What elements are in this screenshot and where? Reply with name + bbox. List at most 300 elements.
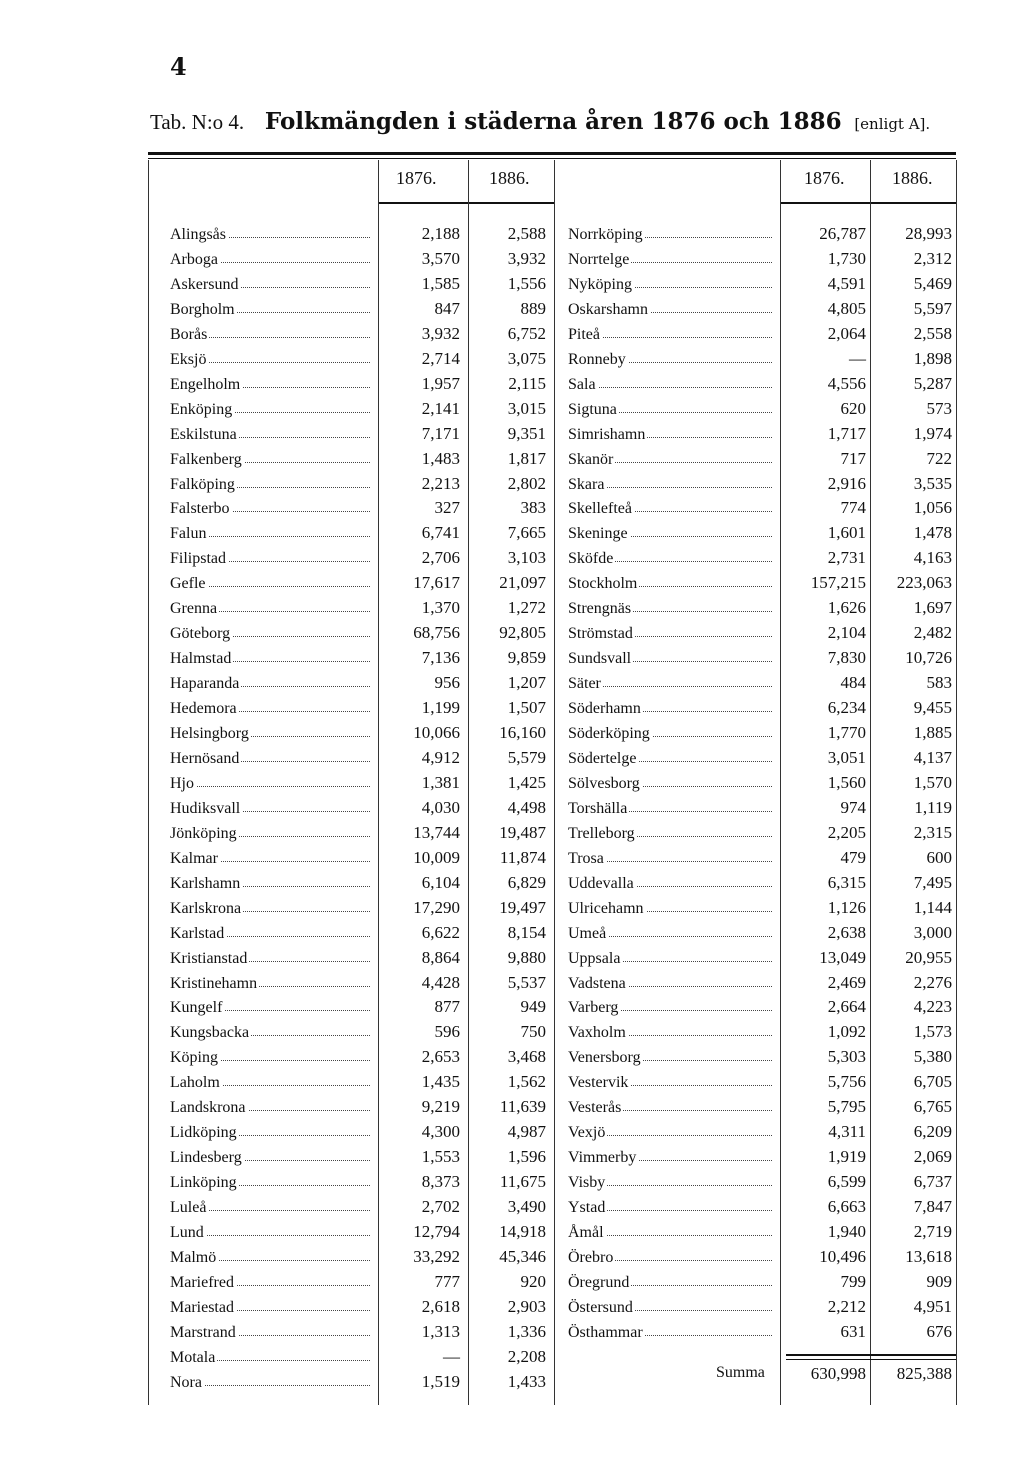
value-1876: 6,599 xyxy=(827,1172,866,1192)
town-name xyxy=(568,873,778,893)
value-1886: 2,115 xyxy=(508,373,546,393)
town-label: Simrishamn xyxy=(568,425,646,443)
value-1876: 4,805 xyxy=(827,298,866,318)
town-label: Säter xyxy=(568,675,601,693)
town-name xyxy=(170,1122,376,1142)
town-name xyxy=(170,523,376,543)
value-1876: 1,519 xyxy=(421,1371,460,1391)
value-1886: 949 xyxy=(520,997,546,1017)
value-1886: 2,719 xyxy=(913,1222,952,1241)
town-label: Kungsbacka xyxy=(170,1024,250,1042)
town-label: Torshälla xyxy=(568,799,628,817)
value-1876: 4,311 xyxy=(828,1122,866,1142)
table-row xyxy=(568,349,952,373)
value-1876: 4,428 xyxy=(421,972,460,992)
table-row xyxy=(170,299,546,323)
town-name xyxy=(170,748,376,768)
town-label: Vimmerby xyxy=(568,1149,637,1167)
value-1886: 7,847 xyxy=(913,1197,952,1217)
table-row xyxy=(568,1022,952,1046)
value-1886: 6,209 xyxy=(913,1122,952,1142)
table-row xyxy=(568,224,952,248)
summa-label: Summa xyxy=(716,1364,765,1381)
left-header-1876: 1876. xyxy=(396,168,437,188)
town-name xyxy=(568,498,778,518)
town-name xyxy=(568,224,778,244)
town-label: Filipstad xyxy=(170,550,227,568)
table-row xyxy=(568,1197,952,1221)
town-name xyxy=(170,1097,376,1117)
table-row xyxy=(568,573,952,597)
table-number: Tab. N:o 4. xyxy=(150,110,245,134)
value-1876: 877 xyxy=(434,997,460,1017)
table-row xyxy=(170,948,546,972)
town-name xyxy=(170,1297,376,1317)
value-1886: 5,579 xyxy=(507,747,546,767)
value-1876: 2,469 xyxy=(827,972,866,992)
town-label: Strömstad xyxy=(568,625,633,643)
value-1886: 3,932 xyxy=(507,248,546,268)
value-1886: 10,726 xyxy=(905,648,952,668)
value-1876: 1,770 xyxy=(827,723,866,742)
town-label: Hjo xyxy=(170,774,194,792)
value-1876: 5,795 xyxy=(827,1097,866,1117)
middle-sep xyxy=(554,160,555,1405)
value-1876: 1,957 xyxy=(421,373,460,393)
town-label: Luleå xyxy=(170,1199,207,1217)
table-row xyxy=(170,1272,546,1296)
town-label: Göteborg xyxy=(170,625,231,643)
town-name xyxy=(170,1222,376,1242)
town-label: Helsingborg xyxy=(170,725,249,742)
value-1886: 1,697 xyxy=(913,598,952,618)
value-1876: 2,731 xyxy=(827,548,866,568)
table-row xyxy=(170,973,546,997)
table-row xyxy=(568,548,952,572)
table-row xyxy=(170,1347,546,1371)
value-1886: 4,951 xyxy=(913,1296,952,1316)
town-label: Oskarshamn xyxy=(568,300,648,318)
town-name xyxy=(170,1347,376,1367)
town-name xyxy=(568,1272,778,1292)
town-name xyxy=(568,249,778,269)
town-label: Ystad xyxy=(568,1199,606,1217)
town-label: Ronneby xyxy=(568,350,626,368)
value-1876: 17,290 xyxy=(413,897,460,917)
value-1886: 45,346 xyxy=(499,1246,546,1266)
value-1876: 1,717 xyxy=(827,423,866,443)
value-1886: 20,955 xyxy=(905,947,952,967)
value-1876: 17,617 xyxy=(413,573,460,593)
value-1876: 1,313 xyxy=(421,1321,460,1341)
town-name xyxy=(170,823,376,843)
table-row xyxy=(170,723,546,747)
value-1886: 1,119 xyxy=(914,797,952,817)
town-name xyxy=(568,723,778,743)
town-name xyxy=(170,598,376,618)
town-name xyxy=(568,274,778,294)
table-row xyxy=(568,1247,952,1271)
town-label: Umeå xyxy=(568,924,607,942)
value-1876: 1,626 xyxy=(827,598,866,618)
town-name xyxy=(568,449,778,469)
value-1876: 2,213 xyxy=(421,473,460,493)
value-1886: 1,433 xyxy=(507,1371,546,1391)
value-1886: 2,903 xyxy=(507,1296,546,1316)
value-1886: 2,588 xyxy=(507,224,546,243)
value-1876: 1,381 xyxy=(421,772,460,792)
town-label: Sala xyxy=(568,375,596,393)
table-row xyxy=(568,848,952,872)
value-1876: 2,104 xyxy=(827,623,866,643)
left-header-1886: 1886. xyxy=(489,168,530,188)
town-label: Vestervik xyxy=(568,1074,629,1092)
town-label: Laholm xyxy=(170,1074,220,1092)
value-1886: 2,558 xyxy=(913,323,952,343)
value-1876: 327 xyxy=(434,498,460,518)
town-label: Vaxholm xyxy=(568,1024,626,1042)
town-label: Motala xyxy=(170,1348,216,1366)
town-label: Kristinehamn xyxy=(170,974,258,992)
value-1876: 2,706 xyxy=(421,548,460,568)
value-1876: 1,370 xyxy=(421,598,460,618)
value-1876: 2,618 xyxy=(421,1296,460,1316)
value-1886: 1,272 xyxy=(507,598,546,618)
value-1876: 4,556 xyxy=(827,373,866,393)
table-row xyxy=(170,673,546,697)
value-1876: 1,560 xyxy=(827,772,866,792)
table-row xyxy=(170,548,546,572)
town-label: Eskilstuna xyxy=(170,425,237,443)
table-row xyxy=(568,324,952,348)
table-row xyxy=(568,1222,952,1246)
town-name xyxy=(170,1147,376,1167)
town-name xyxy=(170,798,376,818)
value-1876: 1,092 xyxy=(827,1022,866,1042)
value-1886: 1,974 xyxy=(913,423,952,443)
table-row xyxy=(170,898,546,922)
table-row xyxy=(568,673,952,697)
town-label: Vadstena xyxy=(568,974,626,992)
value-1886: 5,597 xyxy=(913,298,952,318)
town-name xyxy=(170,1322,376,1342)
town-name xyxy=(170,573,376,593)
table-row xyxy=(568,873,952,897)
town-name xyxy=(170,474,376,494)
town-name xyxy=(170,698,376,718)
town-label: Kalmar xyxy=(170,849,218,867)
value-1886: 11,675 xyxy=(499,1172,546,1192)
town-label: Karlstad xyxy=(170,924,225,942)
value-1886: 6,737 xyxy=(913,1172,952,1192)
value-1886: 21,097 xyxy=(499,573,546,593)
town-label: Södertelge xyxy=(568,749,637,767)
value-1886: 920 xyxy=(520,1271,546,1291)
town-name xyxy=(170,1047,376,1067)
town-label: Engelholm xyxy=(170,375,241,393)
town-label: Eksjö xyxy=(170,350,207,368)
town-name xyxy=(170,324,376,344)
town-name xyxy=(170,848,376,868)
summa-1886: 825,388 xyxy=(896,1364,952,1383)
value-1886: 3,103 xyxy=(507,548,546,568)
table-row xyxy=(170,648,546,672)
table-row xyxy=(170,449,546,473)
value-1876: 4,912 xyxy=(421,747,460,767)
value-1876: 3,570 xyxy=(421,248,460,268)
value-1876: 13,744 xyxy=(413,822,460,842)
town-name xyxy=(568,973,778,993)
table-row xyxy=(170,1297,546,1321)
table-row xyxy=(568,698,952,722)
town-label: Varberg xyxy=(568,999,619,1017)
town-label: Marstrand xyxy=(170,1323,236,1341)
value-1886: 2,482 xyxy=(913,623,952,643)
value-1886: 600 xyxy=(926,847,952,867)
value-1876: 2,664 xyxy=(827,997,866,1017)
table-row xyxy=(568,948,952,972)
town-name xyxy=(568,1072,778,1092)
town-label: Uddevalla xyxy=(568,874,634,892)
value-1886: 6,765 xyxy=(913,1097,952,1117)
value-1886: 223,063 xyxy=(896,573,952,593)
value-1876: 33,292 xyxy=(413,1246,460,1266)
town-name xyxy=(170,1172,376,1192)
table-row xyxy=(170,623,546,647)
town-label: Falkenberg xyxy=(170,450,242,468)
table-row xyxy=(568,1047,952,1071)
town-name xyxy=(170,1022,376,1042)
town-label: Örebro xyxy=(568,1248,614,1266)
town-name xyxy=(568,1097,778,1117)
value-1876: 6,663 xyxy=(827,1197,866,1217)
town-name xyxy=(170,873,376,893)
town-label: Lund xyxy=(170,1224,204,1241)
town-name xyxy=(170,374,376,394)
value-1886: 11,874 xyxy=(499,847,546,867)
town-name xyxy=(170,898,376,918)
value-1886: 1,507 xyxy=(507,698,546,718)
town-name xyxy=(170,723,376,743)
value-1876: 7,830 xyxy=(827,648,866,668)
value-1876: 68,756 xyxy=(413,623,460,643)
town-label: Söderhamn xyxy=(568,700,641,718)
town-name xyxy=(568,923,778,943)
town-label: Karlshamn xyxy=(170,874,241,892)
value-1876: — xyxy=(443,1346,460,1366)
table-row xyxy=(170,1247,546,1271)
value-1876: 1,553 xyxy=(421,1147,460,1167)
value-1876: 2,188 xyxy=(421,224,460,243)
value-1886: 14,918 xyxy=(499,1222,546,1241)
table-row xyxy=(568,997,952,1021)
town-label: Skanör xyxy=(568,450,614,468)
value-1886: 1,570 xyxy=(913,772,952,792)
value-1886: 92,805 xyxy=(499,623,546,643)
town-label: Hedemora xyxy=(170,700,237,718)
town-name xyxy=(568,997,778,1017)
value-1876: 1,435 xyxy=(421,1072,460,1092)
town-name xyxy=(170,1197,376,1217)
value-1876: 2,653 xyxy=(421,1047,460,1067)
town-label: Venersborg xyxy=(568,1049,641,1067)
town-name xyxy=(170,1272,376,1292)
table-row xyxy=(170,748,546,772)
value-1876: 8,864 xyxy=(421,947,460,967)
town-name xyxy=(568,299,778,319)
value-1886: 2,208 xyxy=(507,1346,546,1366)
town-name xyxy=(170,548,376,568)
town-label: Gefle xyxy=(170,575,206,593)
town-label: Norrtelge xyxy=(568,250,630,268)
value-1886: 7,495 xyxy=(913,872,952,892)
town-label: Karlskrona xyxy=(170,899,242,917)
town-label: Falun xyxy=(170,525,207,543)
table-row xyxy=(568,823,952,847)
value-1886: 5,469 xyxy=(913,273,952,293)
town-name xyxy=(568,1122,778,1142)
town-label: Trosa xyxy=(568,849,604,867)
town-label: Skara xyxy=(568,475,605,493)
town-label: Kristianstad xyxy=(170,949,248,967)
town-name xyxy=(568,748,778,768)
town-label: Borgholm xyxy=(170,300,235,318)
table-row xyxy=(568,973,952,997)
table-row xyxy=(568,798,952,822)
value-1876: 1,585 xyxy=(421,273,460,293)
value-1876: 6,104 xyxy=(421,872,460,892)
town-label: Askersund xyxy=(170,275,239,293)
town-name xyxy=(568,823,778,843)
town-name xyxy=(170,424,376,444)
value-1886: 3,468 xyxy=(507,1047,546,1067)
value-1886: 889 xyxy=(520,298,546,318)
value-1886: 1,556 xyxy=(507,273,546,293)
town-label: Östhammar xyxy=(568,1323,643,1341)
town-name xyxy=(170,997,376,1017)
value-1886: 383 xyxy=(520,498,546,518)
value-1886: 1,336 xyxy=(507,1321,546,1341)
page-number: 4 xyxy=(170,52,187,81)
town-label: Lindesberg xyxy=(170,1149,242,1167)
town-label: Hernösand xyxy=(170,749,240,767)
table-row xyxy=(568,498,952,522)
value-1886: 2,315 xyxy=(913,822,952,842)
value-1876: 3,932 xyxy=(421,323,460,343)
table-row xyxy=(170,349,546,373)
value-1876: 2,702 xyxy=(421,1197,460,1217)
value-1876: 2,141 xyxy=(421,398,460,418)
table-row xyxy=(568,1147,952,1171)
table-row xyxy=(170,1222,546,1246)
town-name xyxy=(170,973,376,993)
town-name xyxy=(568,1022,778,1042)
town-label: Lidköping xyxy=(170,1124,237,1142)
value-1886: 6,705 xyxy=(913,1072,952,1092)
town-name xyxy=(568,1147,778,1167)
value-1886: 1,425 xyxy=(507,772,546,792)
value-1886: 6,752 xyxy=(507,323,546,343)
value-1886: 11,639 xyxy=(499,1097,546,1117)
table-row xyxy=(170,1172,546,1196)
table-row xyxy=(170,1072,546,1096)
value-1876: 12,794 xyxy=(413,1222,460,1241)
value-1886: 6,829 xyxy=(507,872,546,892)
table-row xyxy=(170,1022,546,1046)
value-1876: 1,730 xyxy=(827,248,866,268)
town-label: Skellefteå xyxy=(568,500,632,518)
value-1886: 3,535 xyxy=(913,473,952,493)
value-1886: 4,137 xyxy=(913,747,952,767)
town-label: Enköping xyxy=(170,400,233,418)
right-header-1886: 1886. xyxy=(892,168,933,188)
town-label: Vesterås xyxy=(568,1099,622,1117)
value-1876: 1,126 xyxy=(827,897,866,917)
value-1886: 3,490 xyxy=(507,1197,546,1217)
table-row xyxy=(568,1297,952,1321)
value-1886: 722 xyxy=(926,448,952,468)
value-1886: 3,015 xyxy=(507,398,546,418)
table-row xyxy=(568,748,952,772)
table-row xyxy=(170,324,546,348)
table-row xyxy=(170,1197,546,1221)
value-1886: 5,287 xyxy=(913,373,952,393)
value-1886: 1,817 xyxy=(507,448,546,468)
value-1886: 2,312 xyxy=(913,248,952,268)
value-1886: 3,075 xyxy=(507,348,546,368)
value-1876: 26,787 xyxy=(819,224,866,243)
town-label: Visby xyxy=(568,1174,606,1192)
table-source-note: [enligt A]. xyxy=(854,115,931,133)
table-title xyxy=(150,108,930,135)
town-label: Stockholm xyxy=(568,575,638,593)
value-1886: 9,859 xyxy=(507,648,546,668)
value-1886: 5,537 xyxy=(507,972,546,992)
table-row xyxy=(170,997,546,1021)
town-label: Köping xyxy=(170,1049,218,1067)
town-label: Söderköping xyxy=(568,725,650,742)
value-1886: 1,885 xyxy=(913,723,952,742)
town-name xyxy=(568,324,778,344)
value-1876: 2,064 xyxy=(827,323,866,343)
table-row xyxy=(568,374,952,398)
value-1876: 484 xyxy=(840,673,866,693)
table-row xyxy=(170,598,546,622)
value-1876: 974 xyxy=(840,797,866,817)
value-1876: 10,009 xyxy=(413,847,460,867)
town-name xyxy=(170,399,376,419)
town-name xyxy=(568,1172,778,1192)
town-name xyxy=(568,523,778,543)
value-1876: 1,940 xyxy=(827,1222,866,1241)
value-1876: 6,315 xyxy=(827,872,866,892)
town-name xyxy=(568,1047,778,1067)
table-row xyxy=(568,1122,952,1146)
value-1886: 4,987 xyxy=(507,1122,546,1142)
value-1876: 2,916 xyxy=(827,473,866,493)
value-1876: 4,300 xyxy=(421,1122,460,1142)
town-name xyxy=(170,1072,376,1092)
town-label: Landskrona xyxy=(170,1099,246,1117)
value-1876: 13,049 xyxy=(819,947,866,967)
town-name xyxy=(170,948,376,968)
town-label: Linköping xyxy=(170,1174,237,1192)
table-row xyxy=(568,648,952,672)
table-row xyxy=(568,923,952,947)
value-1876: 620 xyxy=(840,398,866,418)
leader-dots xyxy=(568,387,772,388)
town-name xyxy=(170,673,376,693)
